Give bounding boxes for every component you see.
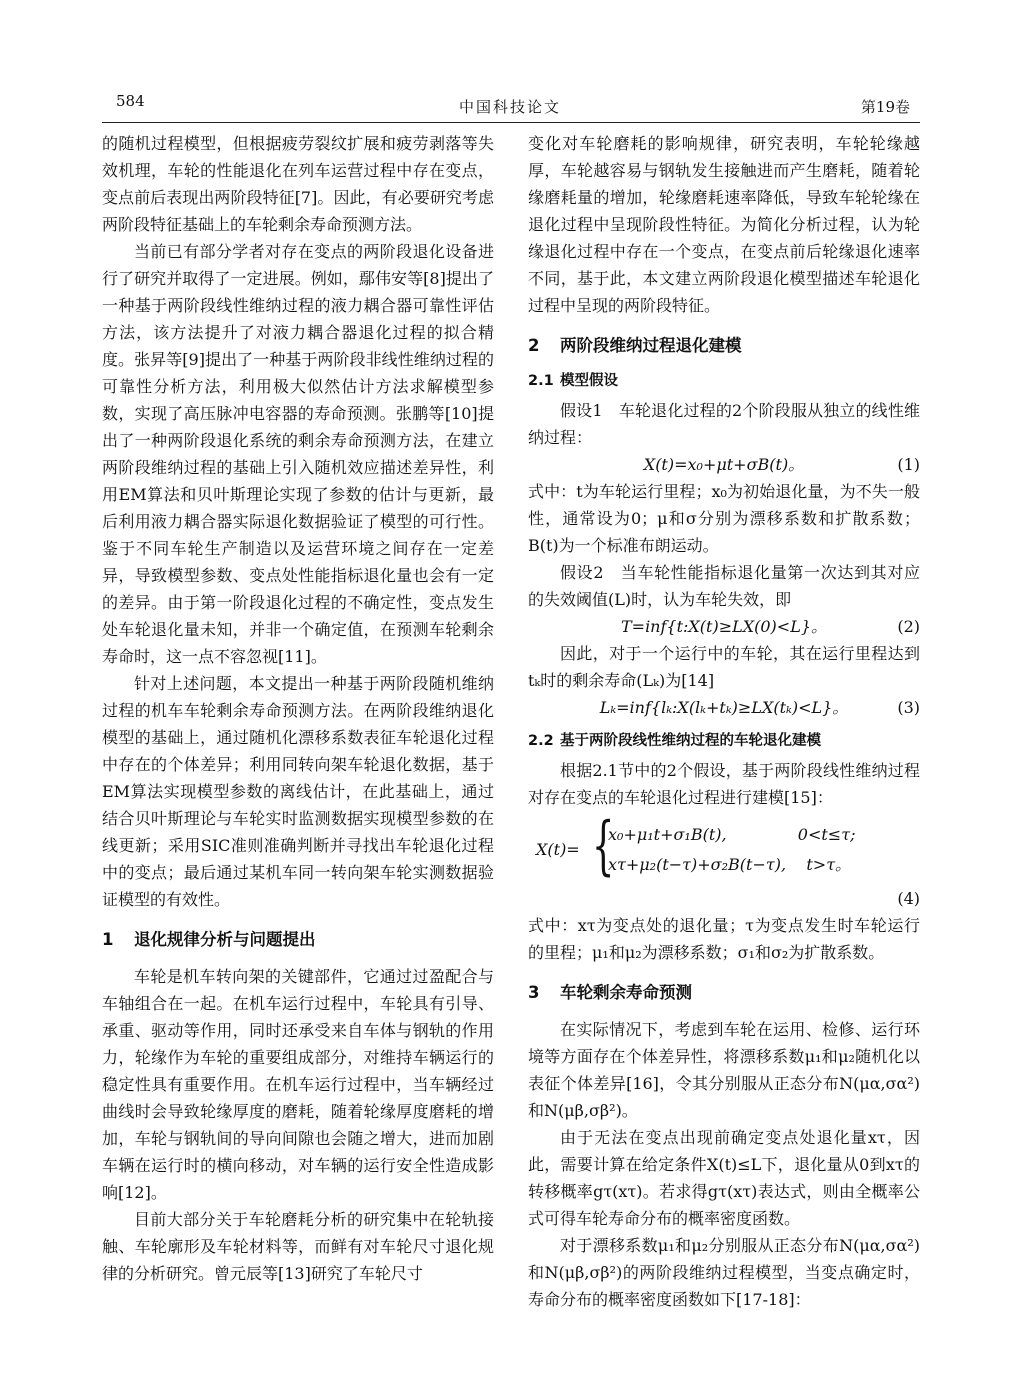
right-column <box>528 130 920 1313</box>
equation-body: T=inf{t:X(t)≥LX(0)<L}。 <box>620 617 828 636</box>
paragraph: 式中：t为车轮运行里程；x₀为初始退化量，为不失一般性，通常设为0；μ和σ分别为漂移系数和扩散系数；B(t)为一个标准布朗运动。 <box>528 482 920 555</box>
equation-body: Lₖ=inf{lₖ:X(lₖ+tₖ)≥LX(tₖ)<L}。 <box>599 698 849 717</box>
section-number: 1 <box>102 930 114 949</box>
equation-number: (1) <box>897 455 920 474</box>
section-number: 3 <box>528 983 540 1002</box>
equation-2 <box>528 613 920 640</box>
equation-3 <box>528 694 920 721</box>
equation-number: (2) <box>897 617 920 636</box>
subsection-number: 2.1 <box>528 373 554 389</box>
subsection-number: 2.2 <box>528 733 554 749</box>
equation-body: X(t)=x₀+μt+σB(t)。 <box>643 455 805 474</box>
paragraph: 当前已有部分学者对存在变点的两阶段退化设备进行了研究并取得了一定进展。例如，鄢伟安等[8]提出了一种基于两阶段线性维纳过程的液力耦合器可靠性评估方法，该方法提升了对液力耦合器退化过程的拟合精度。张昇等[9]提出了一种基于两阶段非线性维纳过程的可靠性分析方法，利用极大似然估计方法求解模型参数，实现了高压脉冲电容器的寿命预测。张鹏等[10]提出了一种两阶段退化系统的剩余寿命预测方法，在建立两阶段维纳过程的基础上引入随机效应描述差异性，利用EM算法和贝叶斯理论实现了参数的估计与更新，最后利用液力耦合器实际退化数据验证了模型的可行性。鉴于不同车轮生产制造以及运营环境之间存在一定差异，导致模型参数、变点处性能指标退化量也会有一定的差异。由于第一阶段退化过程的不确定性，变点发生处车轮退化量未知，并非一个确定值，在预测车轮剩余寿命时，这一点不容忽视[11]。 <box>102 242 494 666</box>
section-heading-3 <box>528 980 920 1006</box>
equation-number: (3) <box>897 698 920 717</box>
paragraph: 车轮是机车转向架的关键部件，它通过过盈配合与车轴组合在一起。在机车运行过程中，车轮具有引导、承重、驱动等作用，同时还承受来自车体与钢轨的作用力，轮缘作为车轮的重要组成部分，对维持车辆运行的稳定性具有重要作用。在机车运行过程中，当车辆经过曲线时会导致轮缘厚度的磨耗，随着轮缘厚度磨耗的增加，车轮与钢轨间的导向间隙也会随之增大，进而加剧车辆在运行时的横向移动，对车辆的运行安全性造成影响[12]。 <box>102 967 494 1202</box>
paragraph: 假设1 车轮退化过程的2个阶段服从独立的线性维纳过程： <box>528 401 920 447</box>
paragraph: 针对上述问题，本文提出一种基于两阶段随机维纳过程的机车车轮剩余寿命预测方法。在两阶段维纳退化模型的基础上，通过随机化漂移系数表征车轮退化过程中存在的个体差异；利用同转向架车轮退化数据，基于EM算法实现模型参数的离线估计，在此基础上，通过结合贝叶斯理论与车轮实时监测数据实现模型参数的在线更新；采用SIC准则准确判断并寻找出车轮退化过程中的变点；最后通过某机车同一转向架车轮实测数据验证模型的有效性。 <box>102 674 494 909</box>
equation-4 <box>528 809 920 885</box>
left-column <box>102 130 494 1287</box>
volume-label: 第19卷 <box>860 98 910 116</box>
journal-title: 中国科技论文 <box>458 98 561 116</box>
paragraph: 假设2 当车轮性能指标退化量第一次达到其对应的失效阈值(L)时，认为车轮失效，即 <box>528 563 920 609</box>
header-rule <box>102 122 920 123</box>
equation-lhs: X(t)= <box>536 840 580 859</box>
paragraph: 的随机过程模型，但根据疲劳裂纹扩展和疲劳剥落等失效机理，车轮的性能退化在列车运营过程中存在变点，变点前后表现出两阶段特征[7]。因此，有必要研究考虑两阶段特征基础上的车轮剩余寿命预测方法。 <box>102 134 494 234</box>
section-title: 退化规律分析与问题提出 <box>134 930 316 949</box>
paragraph: 在实际情况下，考虑到车轮在运用、检修、运行环境等方面存在个体差异性，将漂移系数μ₁和μ₂随机化以表征个体差异[16]，令其分别服从正态分布N(μα,σα²)和N(μβ,σβ²)。 <box>528 1020 920 1120</box>
subsection-heading-2-1 <box>528 369 920 393</box>
equation-case-2: xτ+μ₂(t−τ)+σ₂B(t−τ), t>τ。 <box>608 855 852 874</box>
left-brace-icon: { <box>592 809 615 883</box>
equation-number: (4) <box>897 889 920 908</box>
equation-case-1: x₀+μ₁t+σ₁B(t), 0<t≤τ; <box>608 825 856 844</box>
paragraph: 由于无法在变点出现前确定变点处退化量xτ，因此，需要计算在给定条件X(t)≤L下，退化量从0到xτ的转移概率gτ(xτ)。若求得gτ(xτ)表达式，则由全概率公式可得车轮寿命分布的概率密度函数。 <box>528 1128 920 1228</box>
paragraph: 根据2.1节中的2个假设，基于两阶段线性维纳过程对存在变点的车轮退化过程进行建模[15]： <box>528 761 920 807</box>
page-number: 584 <box>116 92 145 110</box>
section-title: 车轮剩余寿命预测 <box>560 983 692 1002</box>
subsection-heading-2-2 <box>528 729 920 753</box>
section-number: 2 <box>528 336 540 355</box>
paragraph: 对于漂移系数μ₁和μ₂分别服从正态分布N(μα,σα²)和N(μβ,σβ²)的两阶段维纳过程模型，当变点确定时，寿命分布的概率密度函数如下[17-18]： <box>528 1236 920 1309</box>
equation-1 <box>528 451 920 478</box>
section-title: 两阶段维纳过程退化建模 <box>560 336 742 355</box>
section-heading-1 <box>102 927 494 953</box>
paragraph: 式中：xτ为变点处的退化量；τ为变点发生时车轮运行的里程；μ₁和μ₂为漂移系数；σ₁和σ₂为扩散系数。 <box>528 916 920 962</box>
subsection-title: 基于两阶段线性维纳过程的车轮退化建模 <box>560 733 821 749</box>
paragraph: 目前大部分关于车轮磨耗分析的研究集中在轮轨接触、车轮廓形及车轮材料等，而鲜有对车轮尺寸退化规律的分析研究。曾元辰等[13]研究了车轮尺寸 <box>102 1210 494 1283</box>
subsection-title: 模型假设 <box>560 373 618 389</box>
paragraph: 因此，对于一个运行中的车轮，其在运行里程达到tₖ时的剩余寿命(Lₖ)为[14] <box>528 644 920 690</box>
section-heading-2 <box>528 333 920 359</box>
paragraph: 变化对车轮磨耗的影响规律，研究表明，车轮轮缘越厚，车轮越容易与钢轨发生接触进而产生磨耗，随着轮缘磨耗量的增加，轮缘磨耗速率降低，导致车轮轮缘在退化过程中呈现阶段性特征。为简化分析过程，认为轮缘退化过程中存在一个变点，在变点前后轮缘退化速率不同，基于此，本文建立两阶段退化模型描述车轮退化过程中呈现的两阶段特征。 <box>528 134 920 315</box>
